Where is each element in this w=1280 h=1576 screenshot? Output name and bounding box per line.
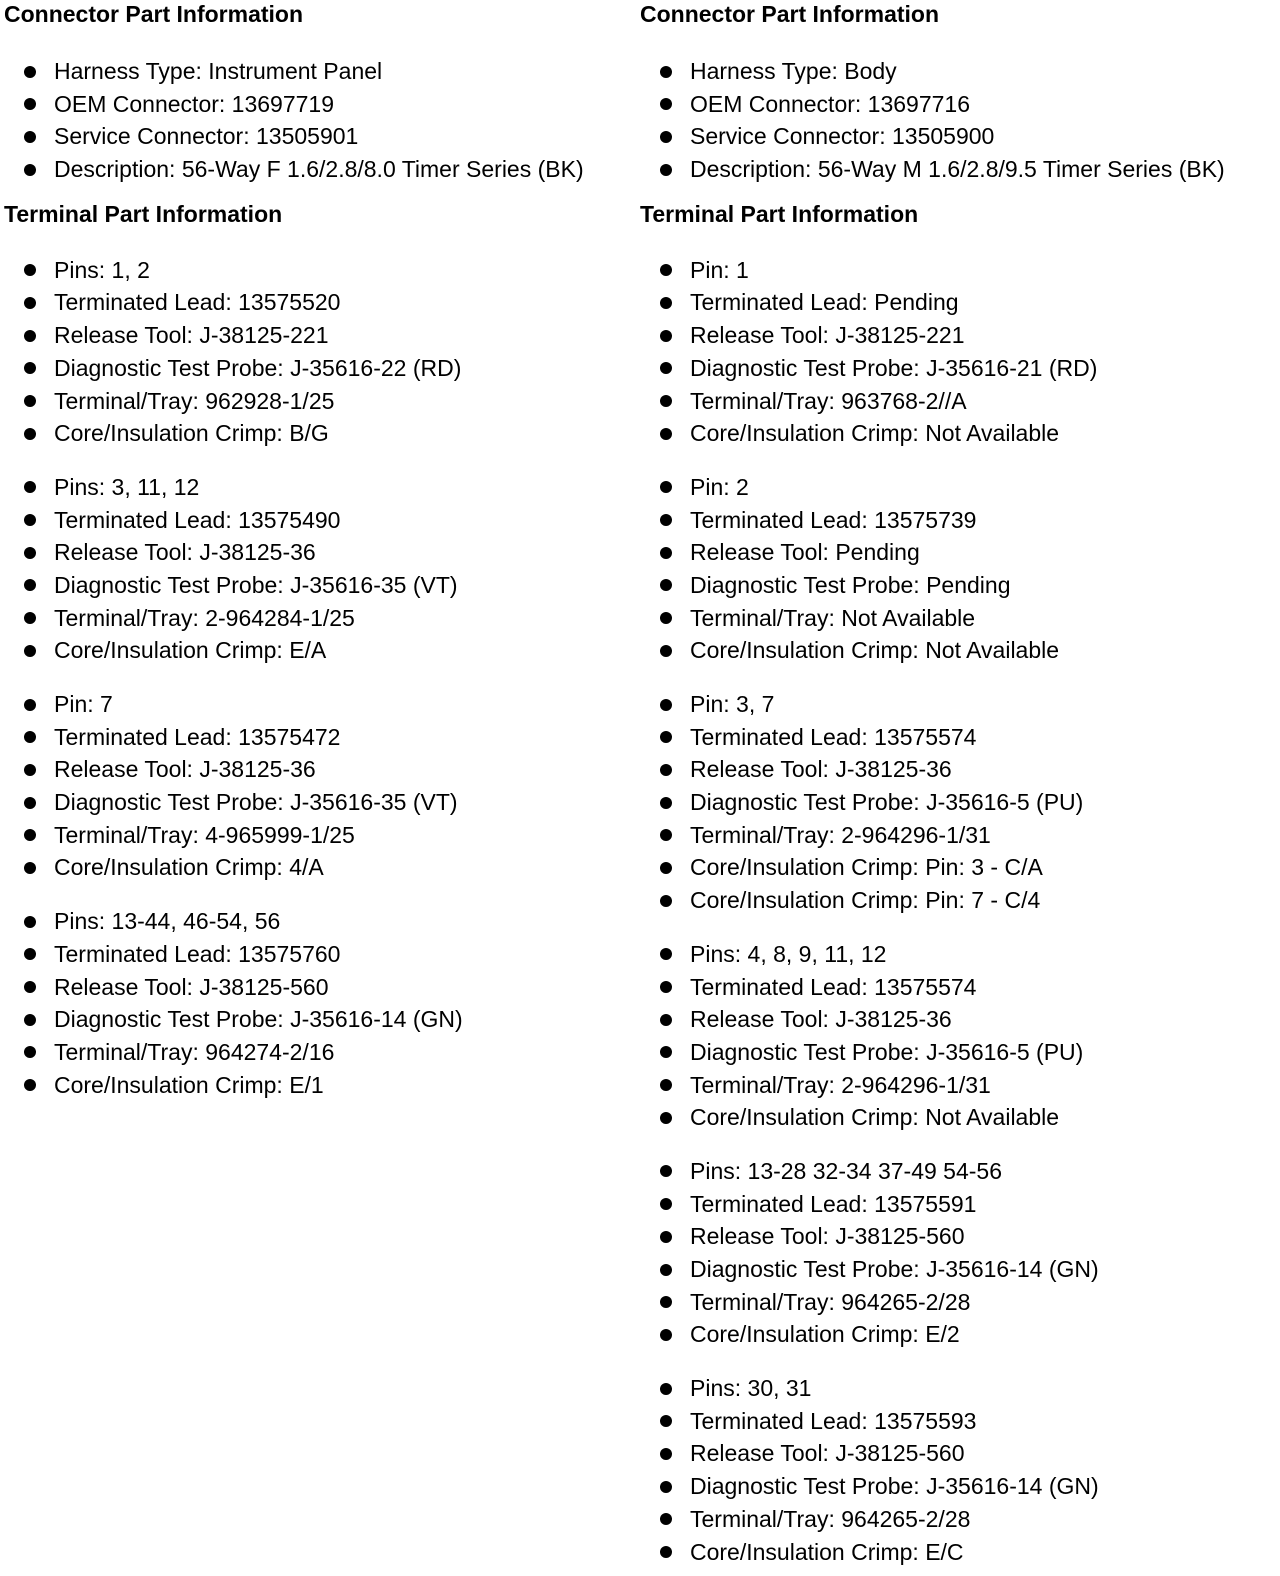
list-item-text: Terminated Lead: 13575593	[690, 1407, 977, 1434]
bullet-icon	[660, 1481, 672, 1493]
list-item	[4, 536, 634, 569]
list-item	[640, 786, 1280, 819]
bullet-icon	[660, 98, 672, 110]
list-item-text: Terminated Lead: 13575472	[54, 723, 341, 750]
list-item	[640, 753, 1280, 786]
list-item-text: Terminated Lead: 13575574	[690, 973, 977, 1000]
bullet-icon	[24, 948, 36, 960]
bullet-icon	[660, 395, 672, 407]
connector-part-heading: Connector Part Information	[4, 1, 304, 27]
left-connector-column	[4, 0, 634, 1101]
bullet-icon	[24, 264, 36, 276]
list-item-text: Release Tool: J-38125-560	[690, 1223, 965, 1250]
bullet-icon	[660, 481, 672, 493]
bullet-icon	[660, 1264, 672, 1276]
list-item	[640, 1036, 1280, 1069]
list-item	[640, 721, 1280, 754]
list-item-text: Core/Insulation Crimp: Pin: 7 - C/4	[690, 887, 1041, 914]
list-item	[4, 634, 634, 667]
bullet-icon	[24, 797, 36, 809]
bullet-icon	[24, 297, 36, 309]
bullet-icon	[24, 1014, 36, 1026]
list-item	[640, 153, 1280, 186]
bullet-icon	[24, 481, 36, 493]
terminal-group-list	[4, 905, 634, 1101]
list-item-text: Service Connector: 13505900	[690, 123, 995, 150]
right-connector-column	[640, 0, 1280, 1568]
list-item	[640, 569, 1280, 602]
list-item-text: Diagnostic Test Probe: J-35616-14 (GN)	[690, 1473, 1099, 1500]
bullet-icon	[24, 98, 36, 110]
list-item	[4, 1036, 634, 1069]
bullet-icon	[660, 645, 672, 657]
list-item	[4, 120, 634, 153]
list-item-text: Diagnostic Test Probe: J-35616-5 (PU)	[690, 789, 1084, 816]
list-item	[640, 1318, 1280, 1351]
bullet-icon	[660, 981, 672, 993]
bullet-icon	[24, 547, 36, 559]
list-item-text: Core/Insulation Crimp: Not Available	[690, 1104, 1060, 1131]
list-item	[640, 938, 1280, 971]
bullet-icon	[660, 297, 672, 309]
list-item-text: Service Connector: 13505901	[54, 123, 359, 150]
bullet-icon	[24, 330, 36, 342]
bullet-icon	[24, 362, 36, 374]
list-item	[4, 88, 634, 121]
list-item-text: Terminal/Tray: 2-964296-1/31	[690, 821, 991, 848]
bullet-icon	[660, 1296, 672, 1308]
list-item	[640, 1536, 1280, 1569]
list-item	[640, 1188, 1280, 1221]
list-item-text: Diagnostic Test Probe: Pending	[690, 571, 1011, 598]
bullet-icon	[660, 547, 672, 559]
list-item	[640, 819, 1280, 852]
list-item	[640, 120, 1280, 153]
list-item-text: Terminated Lead: 13575760	[54, 940, 341, 967]
terminal-groups	[4, 254, 634, 1102]
list-item	[4, 504, 634, 537]
list-item	[640, 536, 1280, 569]
list-item	[4, 1003, 634, 1036]
list-item-text: Pin: 1	[690, 256, 749, 283]
bullet-icon	[660, 514, 672, 526]
list-item-text: Diagnostic Test Probe: J-35616-14 (GN)	[690, 1256, 1099, 1282]
bullet-icon	[24, 731, 36, 743]
list-item	[640, 1286, 1280, 1319]
list-item-text: Core/Insulation Crimp: E/A	[54, 637, 327, 664]
list-item	[640, 1470, 1280, 1503]
list-item-text: Diagnostic Test Probe: J-35616-21 (RD)	[690, 354, 1098, 381]
bullet-icon	[660, 1112, 672, 1124]
bullet-icon	[660, 731, 672, 743]
terminal-part-heading: Terminal Part Information	[4, 200, 283, 227]
list-item	[640, 286, 1280, 319]
list-item	[4, 721, 634, 754]
list-item	[640, 1220, 1280, 1253]
terminal-group-list	[4, 688, 634, 884]
bullet-icon	[24, 66, 36, 78]
list-item	[640, 1437, 1280, 1470]
list-item-text: Pin: 7	[54, 691, 113, 717]
terminal-group-list	[640, 471, 1280, 667]
bullet-icon	[660, 66, 672, 78]
connector-info-list	[640, 55, 1280, 186]
bullet-icon	[24, 428, 36, 440]
list-item	[4, 819, 634, 852]
list-item	[640, 1372, 1280, 1405]
list-item-text: Harness Type: Body	[690, 58, 897, 84]
list-item	[4, 1069, 634, 1102]
list-item	[4, 905, 634, 938]
list-item	[640, 1503, 1280, 1536]
list-item-text: OEM Connector: 13697719	[54, 90, 335, 117]
bullet-icon	[24, 1046, 36, 1058]
list-item-text: Description: 56-Way M 1.6/2.8/9.5 Timer Series (BK)	[690, 156, 1225, 183]
list-item-text: Core/Insulation Crimp: Not Available	[690, 637, 1060, 664]
list-item-text: Diagnostic Test Probe: J-35616-5 (PU)	[690, 1038, 1084, 1065]
list-item	[640, 1101, 1280, 1134]
terminal-part-heading: Terminal Part Information	[640, 200, 919, 227]
list-item	[4, 851, 634, 884]
list-item-text: Terminal/Tray: Not Available	[690, 604, 976, 631]
bullet-icon	[24, 916, 36, 928]
list-item-text: Diagnostic Test Probe: J-35616-14 (GN)	[54, 1006, 463, 1033]
list-item	[640, 602, 1280, 635]
bullet-icon	[660, 699, 672, 711]
list-item	[4, 688, 634, 721]
bullet-icon	[24, 131, 36, 143]
list-item-text: Pins: 3, 11, 12	[54, 473, 200, 500]
list-item-text: Release Tool: J-38125-36	[54, 539, 316, 566]
list-item-text: Description: 56-Way F 1.6/2.8/8.0 Timer Series (BK)	[54, 156, 584, 183]
list-item-text: Pins: 13-44, 46-54, 56	[54, 908, 281, 935]
list-item	[640, 471, 1280, 504]
terminal-group-list	[4, 471, 634, 667]
list-item-text: Core/Insulation Crimp: E/C	[690, 1538, 964, 1565]
bullet-icon	[24, 579, 36, 591]
list-item	[4, 569, 634, 602]
list-item	[640, 319, 1280, 352]
list-item-text: Terminal/Tray: 964265-2/28	[690, 1288, 971, 1315]
list-item-text: Terminated Lead: 13575739	[690, 506, 977, 533]
list-item-text: Release Tool: J-38125-221	[690, 322, 965, 349]
bullet-icon	[24, 612, 36, 624]
bullet-icon	[660, 164, 672, 176]
list-item-text: Core/Insulation Crimp: Pin: 3 - C/A	[690, 854, 1043, 881]
list-item	[640, 1155, 1280, 1188]
list-item-text: Terminal/Tray: 964274-2/16	[54, 1038, 335, 1065]
terminal-group-list	[640, 1155, 1280, 1351]
bullet-icon	[660, 1448, 672, 1460]
terminal-group-list	[640, 938, 1280, 1134]
bullet-icon	[24, 699, 36, 711]
list-item	[640, 688, 1280, 721]
list-item-text: Release Tool: J-38125-560	[54, 973, 329, 1000]
bullet-icon	[660, 895, 672, 907]
list-item	[4, 352, 634, 385]
terminal-group-list	[640, 254, 1280, 450]
list-item-text: Pins: 13-28 32-34 37-49 54-56	[690, 1157, 1002, 1184]
bullet-icon	[660, 1329, 672, 1341]
list-item	[4, 938, 634, 971]
bullet-icon	[660, 862, 672, 874]
list-item	[4, 971, 634, 1004]
bullet-icon	[24, 395, 36, 407]
list-item	[640, 254, 1280, 287]
bullet-icon	[660, 131, 672, 143]
bullet-icon	[660, 330, 672, 342]
list-item	[4, 753, 634, 786]
list-item-text: Terminal/Tray: 963768-2//A	[690, 387, 967, 414]
terminal-group-list	[4, 254, 634, 450]
list-item-text: Diagnostic Test Probe: J-35616-35 (VT)	[54, 789, 458, 816]
list-item-text: Terminated Lead: 13575490	[54, 506, 341, 533]
list-item-text: Terminal/Tray: 964265-2/28	[690, 1505, 971, 1532]
list-item-text: Terminal/Tray: 2-964284-1/25	[54, 604, 355, 631]
list-item	[640, 634, 1280, 667]
list-item	[4, 55, 634, 88]
bullet-icon	[660, 1415, 672, 1427]
list-item-text: Release Tool: J-38125-36	[690, 1006, 952, 1033]
list-item	[640, 851, 1280, 884]
list-item-text: Pins: 4, 8, 9, 11, 12	[690, 940, 887, 967]
list-item-text: Release Tool: Pending	[690, 539, 920, 566]
bullet-icon	[24, 829, 36, 841]
list-item-text: Terminated Lead: Pending	[690, 289, 959, 316]
list-item-text: Harness Type: Instrument Panel	[54, 58, 383, 84]
bullet-icon	[24, 981, 36, 993]
list-item-text: Terminal/Tray: 4-965999-1/25	[54, 821, 355, 848]
bullet-icon	[660, 1198, 672, 1210]
list-item	[4, 417, 634, 450]
bullet-icon	[24, 164, 36, 176]
list-item	[4, 786, 634, 819]
bullet-icon	[24, 1079, 36, 1091]
list-item-text: Terminal/Tray: 962928-1/25	[54, 387, 335, 414]
bullet-icon	[660, 264, 672, 276]
list-item-text: Terminated Lead: 13575520	[54, 289, 341, 316]
list-item-text: OEM Connector: 13697716	[690, 90, 971, 117]
list-item-text: Pin: 2	[690, 473, 749, 500]
list-item-text: Diagnostic Test Probe: J-35616-22 (RD)	[54, 354, 462, 381]
list-item	[640, 1253, 1280, 1286]
list-item-text: Release Tool: J-38125-36	[54, 756, 316, 783]
bullet-icon	[660, 362, 672, 374]
bullet-icon	[24, 645, 36, 657]
list-item	[640, 884, 1280, 917]
list-item	[4, 602, 634, 635]
bullet-icon	[660, 1513, 672, 1525]
list-item	[640, 1069, 1280, 1102]
list-item	[640, 1003, 1280, 1036]
bullet-icon	[24, 764, 36, 776]
bullet-icon	[660, 1546, 672, 1558]
bullet-icon	[660, 797, 672, 809]
bullet-icon	[660, 1014, 672, 1026]
list-item	[4, 254, 634, 287]
bullet-icon	[660, 1046, 672, 1058]
list-item-text: Core/Insulation Crimp: Not Available	[690, 420, 1060, 447]
list-item-text: Pins: 30, 31	[690, 1375, 812, 1402]
bullet-icon	[660, 829, 672, 841]
connector-info-list	[4, 55, 634, 186]
terminal-group-list	[640, 688, 1280, 917]
list-item	[640, 55, 1280, 88]
list-item	[4, 286, 634, 319]
list-item	[640, 504, 1280, 537]
list-item	[4, 319, 634, 352]
list-item	[4, 385, 634, 418]
bullet-icon	[660, 1079, 672, 1091]
connector-part-heading: Connector Part Information	[640, 1, 940, 27]
list-item-text: Release Tool: J-38125-560	[690, 1440, 965, 1467]
bullet-icon	[660, 579, 672, 591]
list-item-text: Pin: 3, 7	[690, 691, 775, 717]
list-item-text: Diagnostic Test Probe: J-35616-35 (VT)	[54, 571, 458, 598]
bullet-icon	[24, 514, 36, 526]
list-item	[640, 352, 1280, 385]
list-item	[640, 971, 1280, 1004]
list-item-text: Core/Insulation Crimp: 4/A	[54, 854, 324, 881]
bullet-icon	[660, 612, 672, 624]
list-item-text: Terminated Lead: 13575574	[690, 723, 977, 750]
list-item-text: Terminated Lead: 13575591	[690, 1190, 977, 1217]
bullet-icon	[660, 1231, 672, 1243]
list-item	[640, 385, 1280, 418]
list-item-text: Terminal/Tray: 2-964296-1/31	[690, 1071, 991, 1098]
bullet-icon	[660, 948, 672, 960]
bullet-icon	[660, 1165, 672, 1177]
list-item	[4, 471, 634, 504]
terminal-groups	[640, 254, 1280, 1568]
list-item	[640, 88, 1280, 121]
list-item	[640, 1405, 1280, 1438]
list-item	[640, 417, 1280, 450]
bullet-icon	[24, 862, 36, 874]
bullet-icon	[660, 428, 672, 440]
list-item	[4, 153, 634, 186]
list-item-text: Core/Insulation Crimp: E/2	[690, 1321, 960, 1348]
bullet-icon	[660, 764, 672, 776]
list-item-text: Core/Insulation Crimp: B/G	[54, 420, 329, 447]
list-item-text: Pins: 1, 2	[54, 256, 150, 283]
bullet-icon	[660, 1383, 672, 1395]
list-item-text: Release Tool: J-38125-221	[54, 322, 329, 349]
list-item-text: Release Tool: J-38125-36	[690, 756, 952, 783]
terminal-group-list	[640, 1372, 1280, 1568]
list-item-text: Core/Insulation Crimp: E/1	[54, 1071, 324, 1098]
